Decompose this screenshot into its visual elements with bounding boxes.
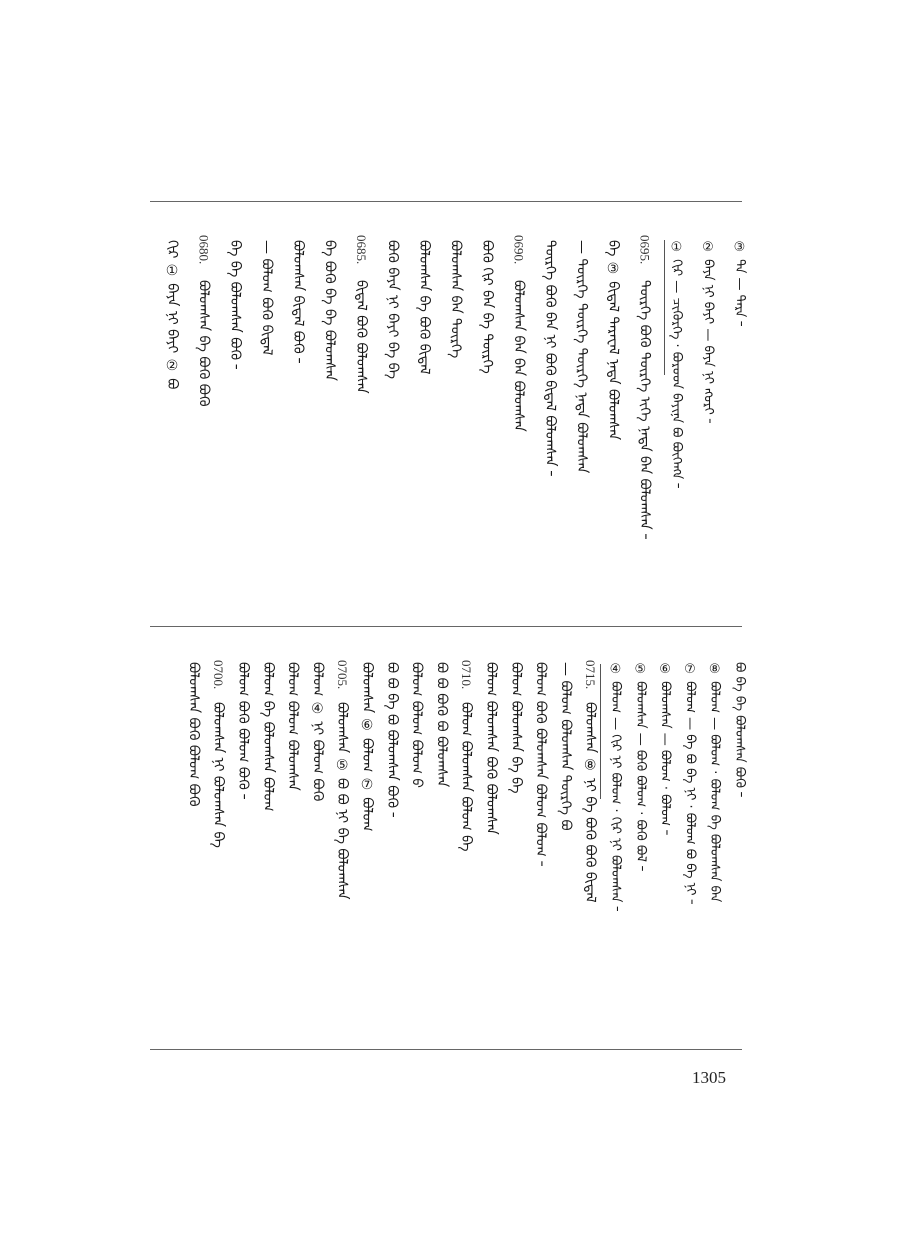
verse-line: ᠪᠢᠳᠡᠯ ᠪᠤᠭᠦ ᠪᠤᠯᠤᠭᠰᠠᠨ [353, 280, 369, 394]
verse-line: ᠪᠤᠯᠤᠭᠰᠠᠨ ⑥ ᠪᠤᠯᠤᠭ ⑦ ᠪᠤᠯᠤᠭ [359, 662, 375, 832]
verse-line: ᠪᠤᠯᠤᠭ ᠪᠤᠯᠤᠭ ᠪᠤᠯᠤᠭ ᠪ [408, 662, 425, 788]
verse-line: ᠪᠤᠯᠤᠭᠰᠠᠨ ᠨᠢ ᠪᠤᠯᠤᠭᠰᠠᠨ ᠪᠡ [210, 702, 227, 848]
top-rule [150, 201, 742, 202]
verse-line: ᠪᠤᠭᠦ ᠭᠢᠷ ᠪᠡᠨ ᠪᠡ ᠲᠦᠷᠭᠡ [479, 240, 495, 374]
verse-line: ᠪᠤᠯᠤᠭ ᠪᠤᠯᠤᠭᠰᠠᠨ ᠪᠤᠭᠦ ᠪᠤᠯᠤᠭᠰᠠᠨ [483, 662, 499, 835]
verse-line: ᠪᠤᠯᠤᠭ ᠪᠡ ᠪᠤᠯᠤᠭᠰᠠᠨ ᠪᠤᠯᠤᠭ [259, 662, 276, 812]
line-number: 0705. [335, 660, 351, 690]
verse-line: ᠪᠤᠯᠤᠭ ᠪᠤᠯᠤᠭᠰᠠᠨ ᠪᠡ ᠪᠡ [507, 662, 524, 794]
verse-line: ᠪᠤᠯᠤᠭᠰᠠᠨ ᠪᠡᠨ ᠪᠡᠨ ᠪᠤᠯᠤᠭᠰᠠᠨ [510, 280, 527, 432]
footnote-line: ④ ᠪᠤᠯᠤᠭ — ᠭᠢᠷ ᠨᠢ ᠪᠤᠯᠤᠭ · ᠭᠢᠷ ᠨᠢ ᠪᠤᠯᠤᠭᠰᠠᠨ ᠊᠊ [608, 662, 623, 911]
page-number: 1305 [692, 1068, 726, 1087]
verse-line: ᠪᠤᠯᠤᠭᠰᠠᠨ ᠪᠢᠳᠡᠯ ᠪᠤᠭᠦ ᠊᠊ [290, 240, 306, 363]
verse-line: ᠪᠤᠯᠤᠭᠰᠠᠨ ᠪᠡᠨ ᠲᠦᠷᠭᠡ [447, 240, 464, 359]
verse-line: ᠲᠦᠷᠭᠡ ᠪᠤᠭᠦ ᠲᠦᠷᠭᠡ ᠢᠭᠡ ᠨᠡᠳᠡ ᠪᠡᠨ ᠪᠤᠯᠤᠭᠰᠠᠨ ᠊᠊ [636, 280, 653, 539]
line-number: 0690. [511, 235, 527, 265]
line-number: 0685. [354, 235, 369, 265]
footnote-separator-upper [664, 240, 665, 375]
line-number: 0695. [637, 235, 653, 265]
footnote-line: ⑤ ᠪᠤᠯᠤᠭᠰᠠᠨ — ᠪᠤᠭᠦ ᠪᠤᠯᠤᠭ · ᠪᠤᠭᠦ ᠪᠤᠯ ᠊᠊ [632, 662, 648, 871]
footnote-separator-lower [600, 664, 601, 799]
verse-line: ᠪᠤᠯᠤᠭ ᠪᠤᠭᠦ ᠪᠤᠯᠤᠭ ᠪᠤᠭᠦ ᠊᠊ [235, 662, 251, 799]
verse-line: — ᠪᠤᠯᠤᠭ ᠪᠤᠯᠤᠭᠰᠠᠨ ᠲᠦᠷᠭᠡ ᠪᠤ [557, 662, 574, 831]
middle-rule [150, 626, 742, 627]
footnote-line: ᠪᠤ ᠪᠡ ᠪᠡ ᠪᠤᠯᠤᠭᠰᠠᠨ ᠪᠤᠭᠦ ᠊᠊ [732, 662, 747, 797]
verse-line: ᠪᠡ ③ ᠪᠢᠳᠡᠯ ᠲᠡᠷᠡᠸᠡᠯ ᠨᠡᠳᠡ ᠪᠤᠯᠤᠭᠰᠠᠨ [605, 240, 621, 441]
footnote-line: ① ᠭᠢᠷ — ᠴᠢᠭᠦᠷᠭᠡ · ᠪᠤᠷᠤᠳ ᠪᠠᠶᠢᠨᠠ ᠪᠤ ᠪᠥᠭᠡᠩᠡ ᠊᠊ [669, 240, 684, 488]
verse-line: — ᠪᠤᠯᠤᠭ ᠪᠤᠭᠦ ᠪᠢᠳᠡᠯ [258, 240, 275, 356]
verse-line: ᠭᠢᠷ ① ᠪᠠᠶᠠ ᠨᠢ ᠪᠠᠶᠢ ② ᠪᠤ [164, 240, 180, 390]
verse-line: ᠲᠦᠷᠭᠡ ᠪᠤᠭᠦ ᠪᠡᠨ ᠨᠢ ᠪᠤᠭᠦ ᠪᠢᠳᠡᠯ ᠪᠤᠯᠤᠭᠰᠠᠨ ᠊᠊ [542, 240, 558, 476]
verse-line: ᠪᠤ ᠪᠤ ᠪᠡ ᠪᠤ ᠪᠤᠯᠤᠭᠰᠠᠨ ᠪᠤᠭᠦ ᠊᠊ [383, 662, 400, 818]
line-number: 0700. [211, 660, 227, 690]
verse-line: ᠪᠡ ᠪᠡ ᠪᠤᠯᠤᠭᠰᠠᠨ ᠪᠤᠭᠦ ᠊᠊ [227, 240, 243, 370]
verse-line: ᠪᠤᠯᠤᠭ ᠪᠤᠭᠦ ᠪᠤᠯᠤᠭᠰᠠᠨ ᠪᠤᠯᠤᠭ ᠪᠤᠯᠤᠭ ᠊᠊ [532, 662, 549, 866]
verse-line: ᠪᠤ ᠪᠤ ᠪᠤᠭᠦ ᠪᠤ ᠪᠤᠯᠤᠭᠰᠠᠨ [433, 662, 450, 788]
verse-line: — ᠲᠦᠷᠭᠡ ᠲᠦᠷᠭᠡ ᠲᠦᠷᠭᠡ ᠨᠡᠳᠡ ᠪᠤᠯᠤᠭᠰᠠᠨ [573, 240, 590, 474]
line-number: 0710. [459, 660, 475, 690]
verse-line: ᠪᠤᠯᠤᠭᠰᠠᠨ ᠪᠡ ᠪᠤᠭᠦ ᠪᠢᠳᠡᠯ [416, 240, 432, 375]
line-number: 0680. [196, 235, 212, 265]
verse-line: ᠪᠡ ᠪᠤᠭᠦ ᠪᠡ ᠪᠡ ᠪᠤᠯᠤᠭᠰᠠᠨ [321, 240, 338, 381]
verse-line: ᠪᠤᠯᠤᠭ ④ ᠨᠢ ᠪᠤᠯᠤᠭ ᠪᠤᠭᠦ [309, 662, 326, 802]
verse-line: ᠪᠤᠯᠤᠭᠰᠠᠨ ⑧ ᠨᠢ ᠪᠡ ᠪᠤᠭᠦ ᠪᠤᠭᠦ ᠪᠢᠳᠡᠯ [582, 702, 599, 903]
verse-line: ᠪᠤᠭᠦ ᠪᠠᠶᠠ ᠨᠢ ᠪᠠᠶᠢ ᠪᠡ ᠪᠡ [384, 240, 401, 380]
verse-line: ᠪᠤᠯᠤᠭᠰᠠᠨ ᠪᠤᠭᠦ ᠪᠤᠯᠤᠭ ᠪᠤᠭᠦ [185, 662, 202, 807]
footnote-line: ⑥ ᠪᠤᠯᠤᠭᠰᠠᠨ — ᠪᠤᠯᠤᠭ · ᠪᠤᠯᠤᠭ ᠊᠊ [657, 662, 673, 835]
verse-line: ᠪᠤᠯᠤᠭ ᠪᠤᠯᠤᠭ ᠪᠤᠯᠤᠭᠰᠠᠨ [284, 662, 301, 791]
footnote-line: ② ᠪᠠᠶᠠ ᠨᠢ ᠪᠠᠶᠢ — ᠪᠠᠶᠠ ᠨᠢ ᠩᠤᠷᠢ ᠊᠊ [700, 240, 716, 424]
verse-line: ᠪᠤᠯᠤᠭᠰᠠᠨ ᠪᠡ ᠪᠤᠭᠦ ᠪᠤᠭᠦ [195, 280, 212, 407]
bottom-rule [150, 1049, 742, 1050]
footnote-line: ⑦ ᠪᠤᠯᠤᠭ — ᠪᠡ ᠪᠤ ᠪᠡ ᠨᠢ · ᠪᠤᠯᠤᠭ ᠪᠤ ᠪᠡ ᠨᠢ ᠊᠊ [682, 662, 698, 905]
verse-line: ᠪᠤᠯᠤᠭ ᠪᠤᠯᠤᠭᠰᠠᠨ ᠪᠤᠯᠤᠭ ᠪᠡ [458, 702, 475, 852]
footnote-line: ⑧ ᠪᠤᠯᠤᠭ — ᠪᠤᠯᠤᠭ · ᠪᠤᠯᠤᠭ ᠪᠡ ᠪᠤᠯᠤᠭᠰᠠᠨ ᠪᠡᠨ [707, 662, 723, 903]
footnote-line: ③ ᠲᠡ — ᠲᠡᠷᠡ ᠊᠊ [732, 240, 747, 326]
verse-line: ᠪᠤᠯᠤᠭᠰᠠᠨ ⑤ ᠪᠤ ᠪᠤ ᠨᠢ ᠪᠡ ᠪᠤᠯᠤᠭᠰᠠᠨ [334, 702, 351, 900]
line-number: 0715. [583, 660, 599, 690]
